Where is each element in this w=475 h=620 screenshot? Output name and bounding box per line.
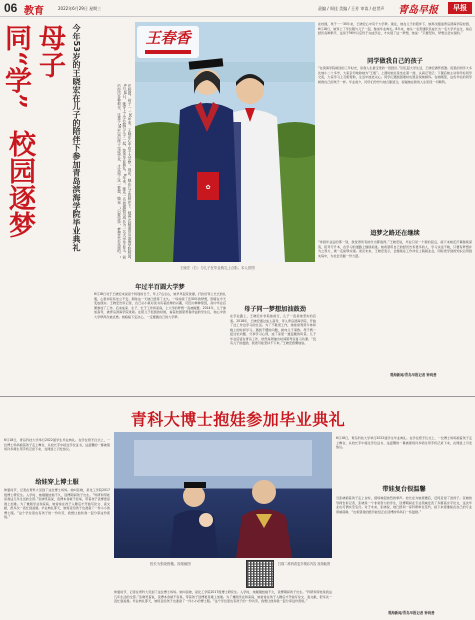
story2-photo-caption: 校长为张晓拨穗。视频截图: [150, 562, 191, 566]
story2-heading-1: 给娃穿上博士服: [35, 479, 79, 486]
story1-byline: 观海新闻/青岛早报记者 钟尚善: [390, 373, 437, 377]
story1-heading-2: 母子同一梦想加油鼓劲: [244, 306, 306, 313]
story1-title-b: 校园逐梦: [4, 130, 35, 238]
story2-section-1-body: 仲夏时节，记者在青科大见到了这位博士妈妈。她叫张晓，是化工学院2017级博士研究生。入学时，她刚刚结婚不久，读博期间孩子出生。“科研和带娃是我这几年生活的全部。”张晓笑着说，读博本身就不容易，带着孩子读博更是难上加难。为了兼顾学业和家庭，她常常在孩子入睡后才开始写论文、查文献，很多次一直忙到凌晨。毕业典礼那天，她特意给孩子也准备了一件小小的博士服。“这个学位里也有孩子的一份功劳，我想让他和我一起分享这份喜悦。”: [4, 488, 110, 520]
story1-section-4-body: “拿到毕业证的那一刻，我觉得所有的付出都值得。”王晓宏说，毕业只是一个新的起点，接下来她还打算继续深造，报考专升本，在学习的道路上继续前进。她希望用自己的经历告诉更多的人，学习永远不晚，只要有梦想并为之努力，就一定能够实现。谈及未来，王晓宏表示，会继续在工作岗位上兢兢业业，同时把学到的知识运用到实际中，为社会贡献一份力量。: [318, 240, 472, 258]
story1-subtitle: 今年53岁的王晓宏在儿子的陪伴下参加青岛滨海学院毕业典礼: [72, 24, 81, 252]
story1-heading-4: 追梦之路还在继续: [370, 230, 420, 237]
svg-text:✿: ✿: [205, 184, 211, 191]
paper-name: 青岛早报: [398, 5, 438, 16]
story2-section-2-body: 当张晓抱着孩子走上台时，现场响起热烈的掌声。校长在为她拨穗后，还特意逗了逗孩子。张晓的导师告诉记者，张晓是一个非常努力的学生，读博期间在专业领域发表了多篇高水平论文，这次毕业也可谓实至名归。对于未来，张晓说，她已经和一家科研单位签约，接下来将继续在自己的专业领域深耕，“也希望我的经历能给正在读博的妈妈们一些鼓励。”: [336, 496, 472, 514]
paper-logo-mark: 早报: [448, 2, 472, 14]
story1-right-intro-text: 在校园，孩子一一30年来，王晓宏心中有个大学梦。现在，她在儿子的陪伴下，她再次踏进青岛滨海学院校园，6月18日，她穿上了学位服与儿子一起，参加毕业典礼。8年来，她从一名普通职员成长为一名大学毕业生，前后经历各种艰辛，这是于56岁以后终于完成学业，才实现了这一梦想，她说：“只要坚持，梦想总会实现的。”: [318, 22, 472, 36]
story2-right-intro: 6月18日，青岛科技大学举行2022届学生毕业典礼。在学位授予仪式上，一位博士妈妈抱着孩子走上舞台，从校长手中接过学位证书，这温馨的一幕被现场许多师生用手机记录下来，在网络上引发热议。: [336, 436, 472, 450]
qr-pattern: [247, 561, 273, 587]
editor-info: 责编 / 周佳 美编 / 王芳 审读 / 赵世声: [318, 6, 385, 11]
graduation-photo: [135, 22, 315, 262]
page-number: 06: [4, 1, 18, 15]
story2-byline: 观海新闻/青岛早报记者 钟尚善: [388, 611, 435, 615]
photo-logo-overlay: [137, 26, 199, 58]
story2-photo-illustration: [114, 432, 332, 558]
photo-logo-text: 王春香: [145, 29, 191, 47]
story1-section-3-body: “在滨海学院就读的三年时光，是我人生最宝贵的一段经历。”回忆起大学生活，王晓宏满怀感激。班里的同学大多比她小二十多岁，大家亲切地称她为“王姐”。上课时她总是坐在第一排，认真记笔记；下课后她主动和年轻同学交流，大家学习上互相帮助，生活中彼此关心。同学们遇到困难时也愿意找她倾诉。在她眼里，这些年轻的同学就像自己的孩子一样。毕业前夕，同学们纷纷与她合影留念，祝福她在新的人生阶段一切顺利。: [318, 66, 472, 84]
story2-lead: 6月18日，青岛科技大学举行2022届学生毕业典礼。在学位授予仪式上，一位博士妈妈抱着孩子走上舞台，从校长手中接过学位证书，这温馨的一幕被现场许多师生用手机记录下来，在网络上引发热议。: [4, 438, 110, 452]
story1-section-1-body: 6月18日对于王晓宏来说是个特别的日子，早上7点左右，她早早起床洗漱，打扮好穿上长长的礼服，心里却有些坐立不安。期待这一天她已经等了太久。一场持续了近30年的梦想，即将在今天变成现实。王晓宏告诉记者，自己从小就对读书有着浓厚的兴趣，可因为种种原因，高中毕业后便参加了工作。后来成家、生子，忙于工作和家庭，上大学的梦想一直被搁置。2014年，儿子参加高考，被青岛滨海学院录取。在陪儿子报到的时候，看着校园里青春洋溢的学生们，她心中的大学梦再次被点燃。她暗暗下定决心，一定要圆自己的大学梦。: [94, 292, 226, 319]
issue-date: 2022年6月29日 星期三: [58, 6, 102, 11]
story2-bottom-body: 仲夏时节，记者在青科大见到了这位博士妈妈。她叫张晓，是化工学院2017级博士研究生。入学时，她刚刚结婚不久，读博期间孩子出生。“科研和带娃是我这几年生活的全部。”张晓笑着说，读博本身就不容易，带着孩子读博更是难上加难。为了兼顾学业和家庭，她常常在孩子入睡后才开始写论文、查文献，很多次一直忙到凌晨。毕业典礼那天，她特意给孩子也准备了一件小小的博士服。“这个学位里也有孩子的一份功劳，我想让他和我一起分享这份喜悦。”: [114, 590, 332, 604]
photo-logo-underline: [145, 50, 191, 54]
story1-title-a: 母子同“学”: [0, 24, 65, 110]
graduation-photo-illustration: [135, 22, 315, 262]
story1-heading-1: 年过半百圆大学梦: [135, 284, 185, 291]
story-divider: [0, 396, 475, 397]
story2-heading-2: 带娃复台很温馨: [382, 486, 426, 493]
page-header: [0, 0, 475, 17]
qr-code[interactable]: [246, 560, 274, 588]
section-name: 教育: [24, 6, 44, 17]
story1-heading-3: 同学做我自己的孩子: [367, 58, 423, 65]
story2-photo: [114, 432, 332, 558]
story1-photo-caption: 王晓宏（右）与儿子在毕业典礼上合影。本人供图: [180, 266, 255, 270]
story1-section-2-body: 在学业路上，王晓宏并非孤独前行，儿子一直是她坚实的后盾。2018年，王晓宏通过成人高考，考入青岛滨海学院，开始了边工作边学习的生活。为了不耽误工作，她常常利用午休和晚上的时间学习。遇到不懂的问题，就向儿子请教。母子俩一起讨论问题、分享学习心得，成了家里一道温暖的风景。儿子毕业后留在青岛工作，依然每周抽出时间陪母亲复习功课。“没有儿子的鼓励，我很可能坚持不下来。”王晓宏感慨地说。: [230, 314, 316, 346]
story2-title: 青科大博士抱娃参加毕业典礼: [130, 410, 346, 429]
story1-lead: 在校园，孩子一一30年来，王晓宏心中有个大学梦。现在，她在儿子的陪伴下，她再次踏进青岛滨海学院校园，6月18日，她穿上了学位服与儿子一起，参加毕业典礼。8年来，她从一名普通职员成长为一名大学毕业生，前后经历各种艰辛，这是于56岁以后终于完成学业，才实现了这一梦想，她说：“只要坚持，梦想总会实现的。”: [117, 84, 132, 262]
qr-caption: 扫描二维码看更多精彩内容 视频截图: [278, 562, 331, 566]
story1-right-intro: [318, 22, 472, 52]
